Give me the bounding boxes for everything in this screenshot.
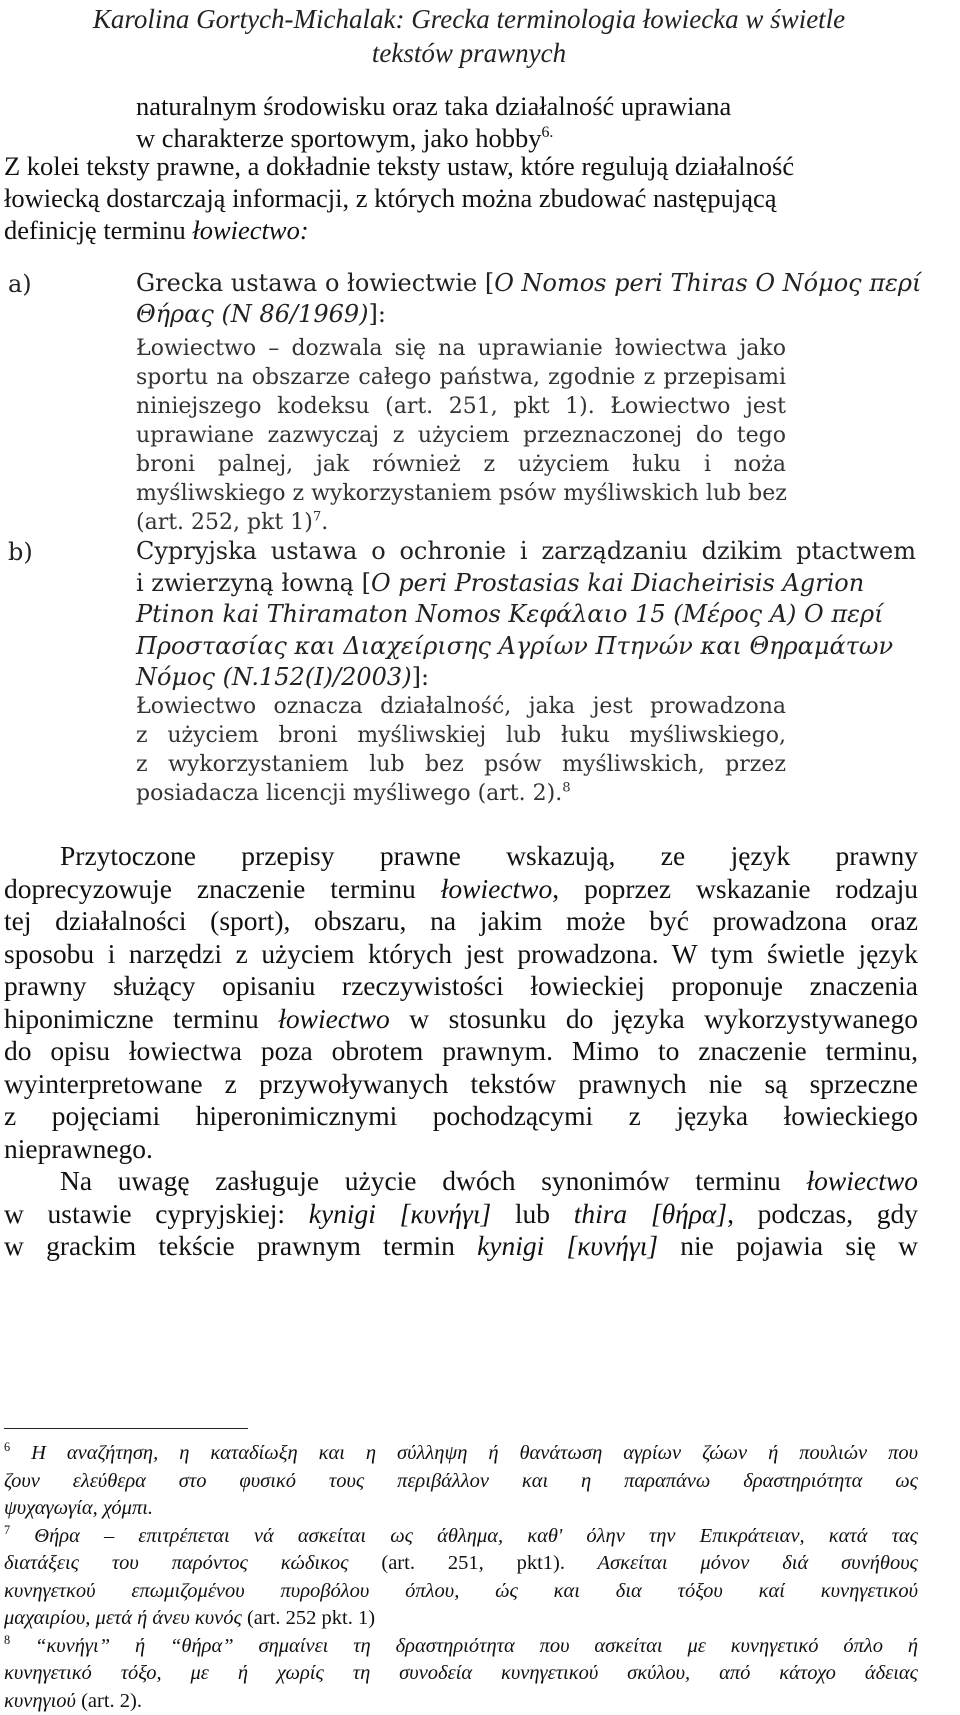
footnote-separator <box>4 1428 248 1429</box>
intro-line-4: łowiecką dostarczają informacji, z których można zbudować następującą <box>4 182 924 214</box>
footnote-7-line: μαχαιρίου, μετά ή άνευ κυνός (art. 252 pkt. 1) <box>4 1605 918 1633</box>
item-b-line: z użyciem broni myśliwskiej lub łuku myśliwskiego, <box>136 721 786 750</box>
intro-line-2: w charakterze sportowym, jako hobby$^{6.}$ <box>136 122 796 154</box>
item-a-line: myśliwskiego z wykorzystaniem psów myśliwskich lub bez <box>136 479 786 508</box>
item-a-title-line-1: Grecka ustawa o łowiectwie [O Nomos peri Thiras Ο Νόμος περί <box>136 268 916 299</box>
paragraph-1-line: tej działalności (sport), obszaru, na jakim może być prowadzona oraz <box>4 905 918 938</box>
footnote-number: 6 <box>4 1440 10 1454</box>
paragraph-1-line: nieprawnego. <box>4 1133 918 1166</box>
item-a-line: broni palnej, jak również z użyciem łuku i noża <box>136 450 786 479</box>
footnote-ref-8: 8 <box>562 781 570 796</box>
item-a-title <box>136 268 916 330</box>
footnotes <box>4 1440 918 1715</box>
item-b-title-line-5: Νόμος (N.152(I)/2003)]: <box>136 662 916 694</box>
paragraph-2-line: Na uwagę zasługuje użycie dwóch synonimów terminu łowiectwo <box>4 1165 918 1198</box>
list-label-a: a) <box>8 270 32 299</box>
paragraph-1-line: prawny służący opisaniu rzeczywistości łowieckiej proponuje znaczenia <box>4 970 918 1003</box>
item-a-body <box>136 334 786 537</box>
item-a-last-line: (art. 252, pkt 1)$^7$. <box>136 508 786 537</box>
list-label-b: b) <box>8 538 33 567</box>
header-line-2: tekstów prawnych <box>34 36 904 70</box>
footnote-6-line: ζουν ελεύθερα στο φυσικό τους περιβάλλον και η παραπάνω δραστηριότητα ως <box>4 1468 918 1496</box>
footnote-8-line: κυνηγετικό τόξο, με ή χωρίς τη συνοδεία κυνηγετικού σκύλου, από κάτοχο άδειας <box>4 1660 918 1688</box>
item-b-body <box>136 692 786 808</box>
header-line-1: Karolina Gortych-Michalak: Grecka terminologia łowiecka w świetle <box>34 2 904 36</box>
item-b-title-line-1: Cypryjska ustawa o ochronie i zarządzaniu dzikim ptactwem <box>136 536 916 568</box>
item-b-last-line: posiadacza licencji myśliwego (art. 2).$^8$ <box>136 779 786 808</box>
running-header <box>34 2 904 70</box>
paragraph-1-line: sposobu i narzędzi z użyciem których jest prowadzona. W tym świetle język <box>4 938 918 971</box>
footnote-number: 8 <box>4 1633 10 1647</box>
item-b-line: z wykorzystaniem lub bez psów myśliwskich, przez <box>136 750 786 779</box>
intro-indented <box>136 90 796 154</box>
item-b-title-line-3: Ptinon kai Thiramaton Nomos Κεφάλαιο 15 (Μέρος Α) Ο περί <box>136 599 916 631</box>
footnote-8-line: κυνηγιού (art. 2). <box>4 1688 918 1715</box>
paragraph-1-line: z pojęciami hiperonimicznymi pochodzącymi z języka łowieckiego <box>4 1100 918 1133</box>
footnote-6: $^6$ Η αναζήτηση, η καταδίωξη και η σύλληψη ή θανάτωση αγρίων ζώων ή πουλιών που <box>4 1440 918 1468</box>
item-a-line: niniejszego kodeksu (art. 251, pkt 1). Łowiectwo jest <box>136 392 786 421</box>
intro-line-5: definicję terminu łowiectwo: <box>4 214 924 246</box>
footnote-8: $^8$ “κυνήγι” ή “θήρα” σημαίνει τη δραστηριότητα που ασκείται με κυνηγετικό όπλο ή <box>4 1633 918 1661</box>
intro-paragraph <box>4 150 924 246</box>
footnote-7: $^7$ Θήρα – επιτρέπεται νά ασκείται ως άθλημα, καθ' όλην την Επικράτειαν, κατά τας <box>4 1523 918 1551</box>
intro-line-1: naturalnym środowisku oraz taka działalność uprawiana <box>136 90 796 122</box>
footnote-6-line: ψυχαγωγία, χόμπι. <box>4 1495 918 1523</box>
paragraph-2 <box>4 1165 918 1263</box>
item-a-line: Łowiectwo – dozwala się na uprawianie łowiectwa jako <box>136 334 786 363</box>
item-b-title <box>136 536 916 694</box>
paragraph-1 <box>4 840 918 1165</box>
footnote-ref-6: 6. <box>541 124 553 141</box>
item-b-line: Łowiectwo oznacza działalność, jaka jest prowadzona <box>136 692 786 721</box>
item-b-title-line-2: i zwierzyną łowną [O peri Prostasias kai Diacheirisis Agrion <box>136 568 916 600</box>
intro-line-3: Z kolei teksty prawne, a dokładnie teksty ustaw, które regulują działalność <box>4 150 924 182</box>
paragraph-1-line: hiponimiczne terminu łowiectwo w stosunku do języka wykorzystywanego <box>4 1003 918 1036</box>
footnote-7-line: κυνηγετκού επωμιζομένου πυροβόλου όπλου, ώς και δια τόξου καί κυνηγετικού <box>4 1578 918 1606</box>
item-b-title-line-4: Προστασίας και Διαχείρισης Αγρίων Πτηνών και Θηραμάτων <box>136 631 916 663</box>
paragraph-2-line: w grackim tekście prawnym termin kynigi [κυνήγι] nie pojawia się w <box>4 1230 918 1263</box>
paragraph-1-line: doprecyzowuje znaczenie terminu łowiectwo, poprzez wskazanie rodzaju <box>4 873 918 906</box>
paragraph-1-line: do opisu łowiectwa poza obrotem prawnym. Mimo to znaczenie terminu, <box>4 1035 918 1068</box>
footnote-number: 7 <box>4 1523 10 1537</box>
footnote-7-line: διατάξεις του παρόντος κώδικος (art. 251, pkt1). Ασκείται μόνον διά συνήθους <box>4 1550 918 1578</box>
paragraph-1-line: Przytoczone przepisy prawne wskazują, ze język prawny <box>4 840 918 873</box>
item-a-line: uprawiane zazwyczaj z użyciem przeznaczonej do tego <box>136 421 786 450</box>
item-a-title-line-2: Θήρας (N 86/1969)]: <box>136 299 916 330</box>
item-a-line: sportu na obszarze całego państwa, zgodnie z przepisami <box>136 363 786 392</box>
paragraph-1-line: wyinterpretowane z przywoływanych tekstów prawnych nie są sprzeczne <box>4 1068 918 1101</box>
paragraph-2-line: w ustawie cypryjskiej: kynigi [κυνήγι] lub thira [θήρα], podczas, gdy <box>4 1198 918 1231</box>
footnote-ref-7: 7 <box>313 510 321 525</box>
